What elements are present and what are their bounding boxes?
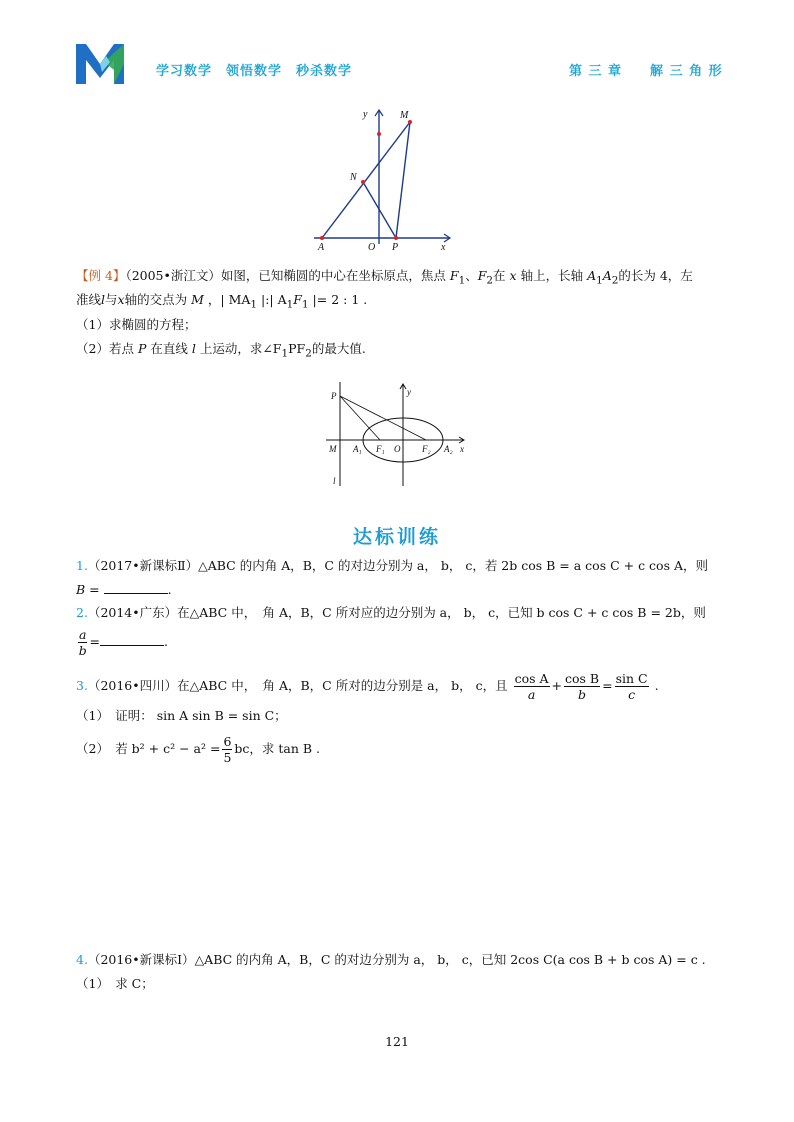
example-4-question-2: （2）若点 P 在直线 l 上运动，求$\angle F_1PF_2$的最大值.: [76, 341, 366, 360]
figure-2-label-f2: F₂: [422, 444, 431, 454]
logo-icon: [74, 40, 126, 86]
figure-1-label-x: x: [441, 242, 446, 253]
figure-2-label-f1: F₁: [376, 444, 385, 454]
figure-1-label-p: P: [392, 242, 399, 253]
problem-3-question-1: （1） 证明： sin A sin B = sin C；: [76, 708, 287, 723]
figure-2-label-a1: A₁: [353, 444, 362, 454]
problem-4-question-1: （1） 求 C；: [76, 976, 154, 991]
figure-2-label-l: l: [333, 476, 336, 486]
example-4-tag: 【例 4】: [76, 268, 126, 283]
figure-2-label-a2: A₂: [444, 444, 453, 454]
figure-2-label-m: M: [329, 444, 337, 454]
figure-1-label-y: y: [363, 109, 368, 120]
problem-1-line-1: 1.（2017•新课标Ⅱ）△ABC 的内角 A，B，C 的对边分别为 a， b， c，若 2b cos B = a cos C + c cos A，则: [76, 558, 708, 573]
figure-2-label-p: P: [331, 391, 337, 401]
header-slogan: 学习数学 领悟数学 秒杀数学: [156, 64, 353, 79]
example-4-question-1: （1）求椭圆的方程；: [76, 317, 197, 332]
figure-1-label-n: N: [350, 172, 357, 183]
problem-2-line-2: $\frac{a}{b}$ = .: [78, 627, 168, 658]
figure-2-ellipse-diagram: [326, 380, 472, 488]
figure-1-label-a: A: [318, 242, 325, 253]
figure-2-label-x: x: [460, 444, 464, 454]
example-4-line-1: 【例 4】（2005•浙江文）如图，已知椭圆的中心在坐标原点，焦点 $F_1$、$F_2$在 x 轴上，长轴 $A_1A_2$的长为 4，左: [76, 268, 693, 287]
problem-2-line-1: 2.（2014•广东）在△ABC 中， 角 A，B，C 所对应的边分别为 a， b， c，已知 b cos C + c cos B = 2b，则: [76, 605, 706, 620]
section-title: 达标训练: [352, 526, 441, 548]
problem-3-line-1: 3.（2016•四川）在△ABC 中， 角 A，B，C 所对的边分别是 a， b， c，且 $\frac{\text{cos A}}{a}$ + $\frac{\text{cos B}}{b}$ = $\frac{\text{sin C}}{c}$ .: [76, 671, 659, 702]
problem-1-line-2: B = .: [76, 582, 172, 597]
figure-1-label-m: M: [400, 110, 409, 121]
answer-blank: [100, 633, 164, 646]
answer-blank: [104, 581, 168, 594]
figure-2-label-o: O: [394, 444, 401, 454]
figure-1-label-o: O: [368, 242, 376, 253]
header-chapter: 第 三 章 解 三 角 形: [569, 64, 723, 79]
problem-4-line-1: 4.（2016•新课标Ⅰ）△ABC 的内角 A，B，C 的对边分别为 a， b， c，已知 2cos C(a cos B + b cos A) = c .: [76, 952, 706, 967]
figure-1-diagram: [310, 104, 460, 256]
example-4-line-2: 准线l与x轴的交点为 M ，| $MA_1$ |:| $A_1F_1$ |= 2 : 1 .: [76, 292, 368, 311]
figure-2-label-y: y: [407, 387, 411, 397]
problem-3-question-2: （2） 若 b² + c² − a² = $\frac{6}{5}$ bc，求 tan B .: [76, 734, 321, 765]
page-number: 121: [385, 1034, 409, 1049]
